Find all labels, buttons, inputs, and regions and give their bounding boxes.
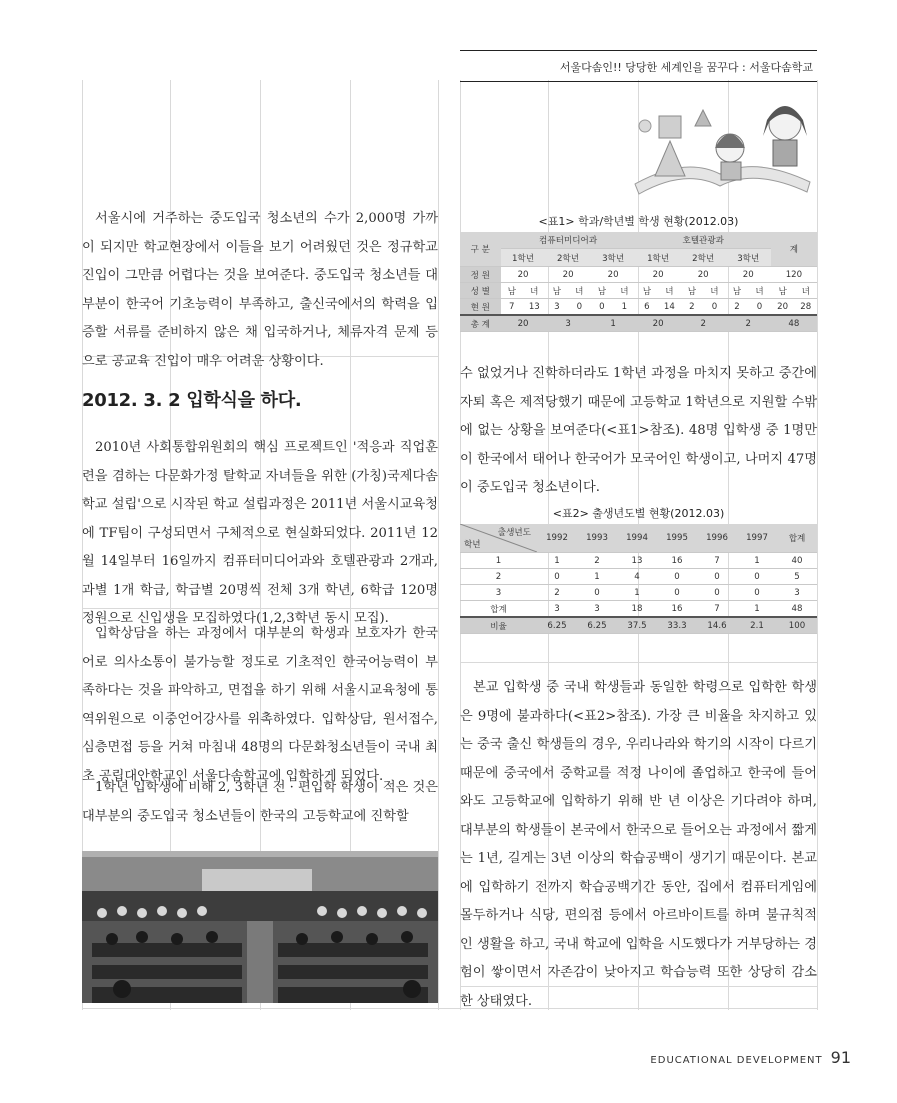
table2-caption: <표2> 출생년도별 현황(2012.03) xyxy=(552,507,725,520)
table-row xyxy=(460,601,817,618)
children-illustration xyxy=(625,96,815,214)
table-cell: 남 xyxy=(726,283,749,299)
table-cell: 녀 xyxy=(613,283,636,299)
row-label: 정 원 xyxy=(460,267,501,283)
table-cell: 20 xyxy=(636,315,681,332)
year-header: 1994 xyxy=(617,524,657,553)
table-cell: 남 xyxy=(636,283,659,299)
ceremony-photo xyxy=(82,851,438,1003)
row-label: 1 xyxy=(460,553,537,569)
table1-grade: 1학년 xyxy=(636,249,681,267)
table1-grade: 3학년 xyxy=(591,249,636,267)
children-illustration-svg xyxy=(625,96,815,214)
table-cell: 2 xyxy=(726,315,771,332)
body-paragraph: 2010년 사회통합위원회의 핵심 프로젝트인 '적응과 직업훈련을 겸하는 다문화가정 탈학교 자녀들을 위한 (가칭)국제다솜학교 설립'으로 시작된 학교 설립과정은 2011년 서울시교육청에 TF팀이 구성되면서 구체적으로 현실화되었다. 2011년 12월 14일부터 16일까지 컴퓨터미디어과와 호텔관광과 2개과, 과별 1개 학급, 학급별 20명씩 전체 3개 학년, 6학급 120명 정원으로 신입생을 모집하였다(1,2,3학년 동시 모집). xyxy=(82,440,438,626)
table-cell: 14 xyxy=(658,299,681,316)
row-label: 성 별 xyxy=(460,283,501,299)
table-row xyxy=(460,569,817,585)
body-paragraph: 1학년 입학생에 비해 2, 3학년 전 · 편입학 학생이 적은 것은 대부분의 중도입국 청소년들이 한국의 고등학교에 진학할 xyxy=(82,780,438,824)
table-cell: 28 xyxy=(794,299,817,316)
table-cell: 0 xyxy=(657,585,697,601)
table-cell: 1 xyxy=(537,553,577,569)
table-cell: 녀 xyxy=(794,283,817,299)
table-cell: 3 xyxy=(546,299,569,316)
year-header: 합계 xyxy=(777,524,817,553)
table-cell: 3 xyxy=(537,601,577,618)
table-cell: 100 xyxy=(777,617,817,634)
table-cell: 6.25 xyxy=(577,617,617,634)
table1-grade: 3학년 xyxy=(726,249,771,267)
table1 xyxy=(460,232,817,332)
table-cell: 2.1 xyxy=(737,617,777,634)
ceremony-photo-illustration xyxy=(82,851,438,1003)
table-cell: 2 xyxy=(681,299,704,316)
table-cell: 2 xyxy=(726,299,749,316)
table-row xyxy=(460,553,817,569)
table-cell: 3 xyxy=(546,315,591,332)
table-cell: 0 xyxy=(737,569,777,585)
table-cell: 0 xyxy=(703,299,726,316)
table-cell: 3 xyxy=(577,601,617,618)
table2-corner xyxy=(460,524,537,553)
row-label: 비율 xyxy=(460,617,537,634)
page-number: 91 xyxy=(830,1048,851,1067)
table-cell: 33.3 xyxy=(657,617,697,634)
table-cell: 37.5 xyxy=(617,617,657,634)
guide-line xyxy=(460,662,817,663)
table-cell: 1 xyxy=(613,299,636,316)
section-heading: 2012. 3. 2 입학식을 하다. xyxy=(82,390,302,411)
table-cell: 남 xyxy=(681,283,704,299)
table-cell: 남 xyxy=(591,283,614,299)
table-cell: 1 xyxy=(737,601,777,618)
table-cell: 4 xyxy=(617,569,657,585)
row-label: 3 xyxy=(460,585,537,601)
page-footer xyxy=(650,1048,851,1067)
table-cell: 녀 xyxy=(658,283,681,299)
table-cell: 0 xyxy=(568,299,591,316)
row-label: 2 xyxy=(460,569,537,585)
table-cell: 20 xyxy=(501,267,546,283)
table-cell: 16 xyxy=(657,553,697,569)
table1-dept2: 호텔관광과 xyxy=(636,232,771,249)
table-cell: 0 xyxy=(748,299,771,316)
table-cell: 20 xyxy=(591,267,636,283)
table1-col-group-label: 구 분 xyxy=(460,232,501,267)
table-cell: 남 xyxy=(546,283,569,299)
table-cell: 6 xyxy=(636,299,659,316)
table-cell: 녀 xyxy=(703,283,726,299)
row-label: 합계 xyxy=(460,601,537,618)
table-cell: 48 xyxy=(771,315,817,332)
table-cell: 16 xyxy=(657,601,697,618)
table-cell: 남 xyxy=(771,283,795,299)
table-cell: 녀 xyxy=(748,283,771,299)
table-cell: 120 xyxy=(771,267,817,283)
table-cell: 2 xyxy=(577,553,617,569)
table-cell: 녀 xyxy=(568,283,591,299)
guide-line xyxy=(438,80,439,1010)
table-cell: 0 xyxy=(657,569,697,585)
table-cell: 2 xyxy=(681,315,726,332)
table-cell: 7 xyxy=(501,299,524,316)
table1-grade: 2학년 xyxy=(681,249,726,267)
table-row xyxy=(460,617,817,634)
table-cell: 0 xyxy=(577,585,617,601)
table-cell: 20 xyxy=(636,267,681,283)
table-cell: 20 xyxy=(726,267,771,283)
table-cell: 6.25 xyxy=(537,617,577,634)
table-cell: 남 xyxy=(501,283,524,299)
year-header: 1997 xyxy=(737,524,777,553)
table-cell: 0 xyxy=(591,299,614,316)
table-cell: 0 xyxy=(697,585,737,601)
table-row xyxy=(460,315,817,332)
table-row xyxy=(460,267,817,283)
table-row xyxy=(460,299,817,316)
table-cell: 14.6 xyxy=(697,617,737,634)
table-cell: 0 xyxy=(737,585,777,601)
table-cell: 7 xyxy=(697,553,737,569)
guide-line xyxy=(817,80,818,1010)
table-cell: 13 xyxy=(617,553,657,569)
table-cell: 1 xyxy=(617,585,657,601)
year-header: 1996 xyxy=(697,524,737,553)
table-cell: 2 xyxy=(537,585,577,601)
table-cell: 20 xyxy=(546,267,591,283)
body-paragraph: 본교 입학생 중 국내 학생들과 동일한 학령으로 입학한 학생은 9명에 불과하다(<표2>참조). 가장 큰 비율을 차지하고 있는 중국 출신 학생들의 경우, 우리나라와 학기의 시작이 다르기 때문에 중국에서 중학교를 적정 나이에 졸업하고 한국에 들어와도 고등학교에 입학하기 위해 반 년 이상은 기다려야 하며, 대부분의 학생들이 본국에서 한국으로 들어오는 과정에서 짧게는 1년, 길게는 3년 이상의 학습공백이 생기기 때문이다. 본교에 입학하기 전까지 학습공백기간 동안, 집에서 컴퓨터게임에 몰두하거나 식당, 편의점 등에서 아르바이트를 하며 불규칙적인 생활을 하고, 국내 학교에 입학을 시도했다가 거부당하는 경험이 쌓이면서 자존감이 낮아지고 학습능력 또한 상당히 감소한 상태였다. xyxy=(460,680,817,1009)
table-row xyxy=(460,283,817,299)
table-cell: 녀 xyxy=(523,283,546,299)
running-header-title: 서울다솜인!! 당당한 세계인을 꿈꾸다 : 서울다솜학교 xyxy=(559,61,813,74)
body-paragraph: 수 없었거나 진학하더라도 1학년 과정을 마치지 못하고 중간에 자퇴 혹은 제적당했기 때문에 고등학교 1학년으로 지원할 수밖에 없는 상황을 보여준다(<표1>참조). 48명 입학생 중 1명만이 한국에서 태어나 한국어가 모국어인 학생이고, 나머지 47명이 중도입국 청소년이다. xyxy=(460,366,817,495)
intro-paragraph: 서울시에 거주하는 중도입국 청소년의 수가 2,000명 가까이 되지만 학교현장에서 이들을 보기 어려웠던 것은 정규학교 진입이 그만큼 어렵다는 것을 보여준다. 중도입국 청소년들 대부분이 한국어 기초능력이 부족하고, 출신국에서의 학력을 입증할 서류를 준비하지 않은 채 입국하거나, 체류자격 문제 등으로 공교육 진입이 매우 어려운 상황이다. xyxy=(82,211,438,369)
table-cell: 7 xyxy=(697,601,737,618)
corner-bottom-label: 학년 xyxy=(464,540,481,550)
row-label: 현 원 xyxy=(460,299,501,316)
year-header: 1992 xyxy=(537,524,577,553)
table-cell: 20 xyxy=(771,299,795,316)
table1-caption: <표1> 학과/학년별 학생 현황(2012.03) xyxy=(538,215,739,228)
table1-grade: 1학년 xyxy=(501,249,546,267)
table-cell: 0 xyxy=(697,569,737,585)
table-row xyxy=(460,585,817,601)
table-cell: 5 xyxy=(777,569,817,585)
table-cell: 18 xyxy=(617,601,657,618)
footer-label: EDUCATIONAL DEVELOPMENT xyxy=(650,1055,823,1066)
table-cell: 3 xyxy=(777,585,817,601)
year-header: 1995 xyxy=(657,524,697,553)
table-cell: 20 xyxy=(501,315,546,332)
running-header xyxy=(460,50,817,82)
table-cell: 1 xyxy=(591,315,636,332)
table-cell: 48 xyxy=(777,601,817,618)
table1-total-label: 계 xyxy=(771,232,817,267)
table2 xyxy=(460,524,817,634)
table-cell: 1 xyxy=(577,569,617,585)
row-label: 총 계 xyxy=(460,315,501,332)
table1-grade: 2학년 xyxy=(546,249,591,267)
table-cell: 40 xyxy=(777,553,817,569)
corner-top-label: 출생년도 xyxy=(497,528,531,538)
table-cell: 13 xyxy=(523,299,546,316)
table-cell: 1 xyxy=(737,553,777,569)
body-paragraph: 입학상담을 하는 과정에서 대부분의 학생과 보호자가 한국어로 의사소통이 불가능할 정도로 기초적인 한국어능력이 부족하다는 것을 파악하고, 면접을 하기 위해 서울시교육청에 통역위원으로 이중언어강사를 위촉하였다. 입학상담, 원서접수, 심층면접 등을 거쳐 마침내 48명의 다문화청소년들이 국내 최초 공립대안학교인 서울다솜학교에 입학하게 되었다. xyxy=(82,626,438,784)
table1-dept1: 컴퓨터미디어과 xyxy=(501,232,636,249)
table-cell: 20 xyxy=(681,267,726,283)
table-cell: 0 xyxy=(537,569,577,585)
year-header: 1993 xyxy=(577,524,617,553)
